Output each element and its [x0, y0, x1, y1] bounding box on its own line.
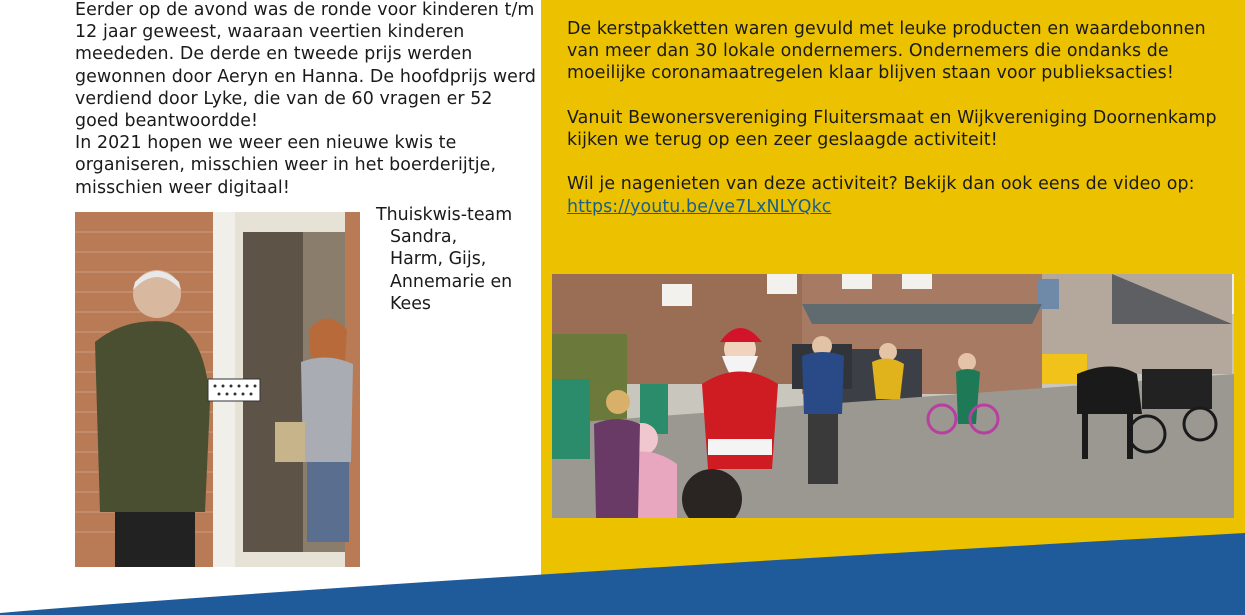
street-santa-photo-illustration [552, 274, 1234, 518]
team-member-line: Annemarie en [390, 271, 513, 292]
christmas-packages-paragraph: De kerstpakketten waren gevuld met leuke producten en waardebonnen van meer dan 30 lokale ondernemers. Ondernemers die ondanks de moeilijke coronamaatregelen klaar blijven staan voor publieksacties! [567, 19, 1206, 84]
kids-round-paragraph: Eerder op de avond was de ronde voor kinderen t/m 12 jaar geweest, waaraan veertien kinderen meededen. De derde en tweede prijs werden gewonnen door Aeryn en Hanna. De hoofdprijs werd verdiend door Lyke, die van de 60 vragen er 52 goed beantwoordde! [75, 0, 537, 132]
right-column [567, 18, 1217, 240]
video-link[interactable]: https://youtu.be/ve7LxNLYQkc [567, 196, 832, 217]
doorstep-photo-illustration [75, 212, 360, 567]
street-santa-photo [552, 274, 1234, 518]
doorstep-photo [75, 212, 360, 567]
left-column [75, 0, 540, 199]
next-year-paragraph: In 2021 hopen we weer een nieuwe kwis te organiseren, misschien weer in het boerderijtje, misschien weer digitaal! [75, 133, 497, 198]
team-title: Thuiskwis-team [376, 205, 513, 225]
team-member-line: Kees [390, 293, 431, 314]
video-prompt: Wil je nagenieten van deze activiteit? Bekijk dan ook eens de video op: [567, 174, 1195, 195]
team-signature [376, 204, 536, 315]
video-paragraph [567, 173, 1217, 217]
team-member-line: Sandra, [390, 227, 458, 248]
associations-paragraph: Vanuit Bewonersvereniging Fluitersmaat en Wijkvereniging Doornenkamp kijken we terug op een zeer geslaagde activiteit! [567, 107, 1217, 150]
team-member-line: Harm, Gijs, [390, 249, 487, 270]
